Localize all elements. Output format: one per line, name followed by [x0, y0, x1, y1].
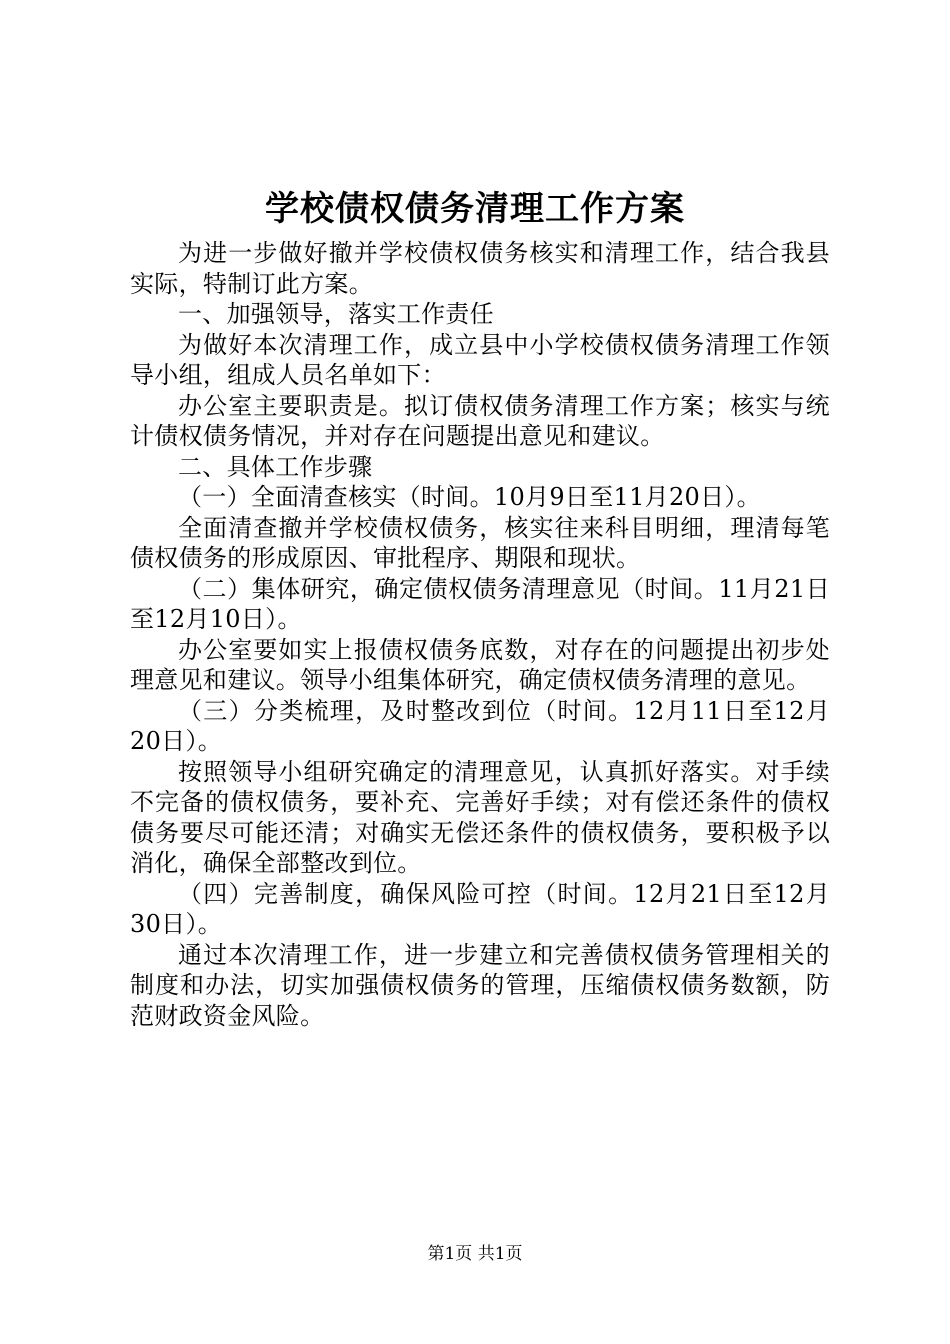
step-heading-4: （四）完善制度，确保风险可控（时间。12月21日至12月30日）。 — [130, 879, 830, 938]
paragraph: 通过本次清理工作，进一步建立和完善债权债务管理相关的制度和办法，切实加强债权债务的管理，压缩债权债务数额，防范财政资金风险。 — [130, 940, 830, 1030]
page-footer: 第1页 共1页 — [427, 1244, 523, 1264]
paragraph: 办公室要如实上报债权债务底数，对存在的问题提出初步处理意见和建议。领导小组集体研究，确定债权债务清理的意见。 — [130, 635, 830, 694]
paragraph: 全面清查撤并学校债权债务，核实往来科目明细，理清每笔债权债务的形成原因、审批程序、期限和现状。 — [130, 513, 830, 572]
step-heading-3: （三）分类梳理，及时整改到位（时间。12月11日至12月20日）。 — [130, 696, 830, 755]
step-heading-1: （一）全面清查核实（时间。10月9日至11月20日）。 — [178, 483, 761, 511]
paragraph-intro: 为进一步做好撤并学校债权债务核实和清理工作，结合我县实际，特制订此方案。 — [130, 239, 830, 298]
document-body — [130, 238, 830, 1031]
step-heading-2: （二）集体研究，确定债权债务清理意见（时间。11月21日至12月10日）。 — [130, 574, 830, 633]
section-heading-2: 二、具体工作步骤 — [178, 452, 373, 481]
document-title: 学校债权债务清理工作方案 — [265, 189, 685, 229]
section-heading-1: 一、加强领导，落实工作责任 — [178, 300, 494, 328]
paragraph: 为做好本次清理工作，成立县中小学校债权债务清理工作领导小组，组成人员名单如下： — [130, 330, 830, 389]
paragraph: 按照领导小组研究确定的清理意见，认真抓好落实。对手续不完备的债权债务，要补充、完善好手续；对有偿还条件的债权债务要尽可能还清；对确实无偿还条件的债权债务，要积极予以消化，确保全部整改到位。 — [130, 757, 830, 877]
paragraph: 办公室主要职责是。拟订债权债务清理工作方案；核实与统计债权债务情况，并对存在问题提出意见和建议。 — [130, 391, 830, 450]
